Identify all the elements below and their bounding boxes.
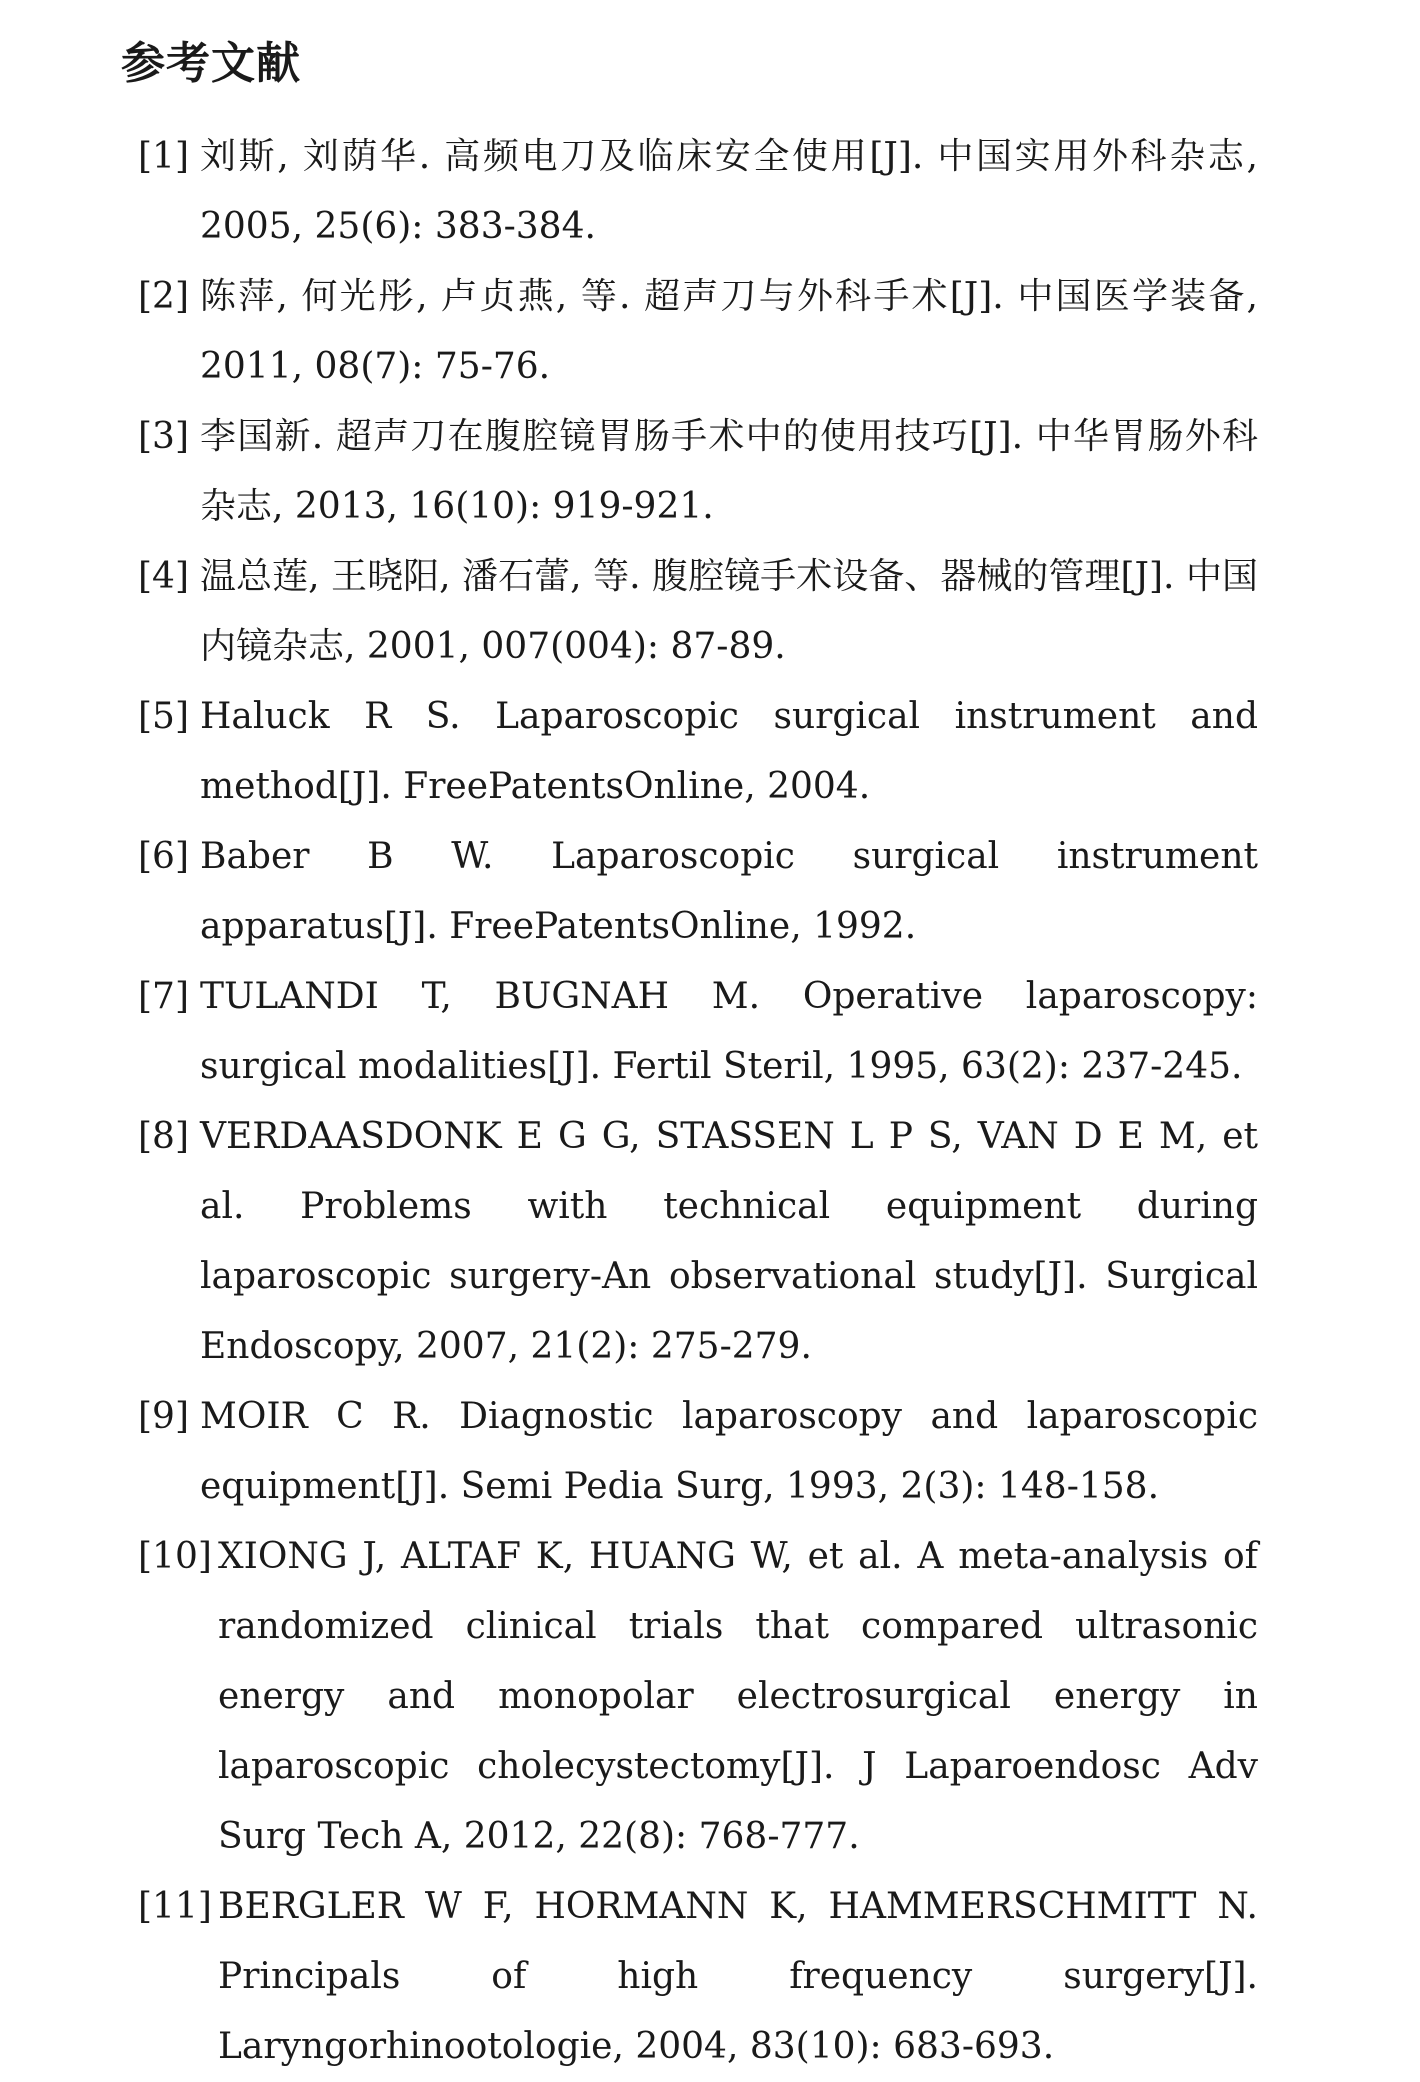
reference-item — [138, 122, 1258, 262]
reference-item — [138, 962, 1258, 1102]
reference-text: 刘斯, 刘荫华. 高频电刀及临床安全使用[J]. 中国实用外科杂志, 2005, 25(6): 383-384. — [200, 136, 1258, 247]
reference-text: 李国新. 超声刀在腹腔镜胃肠手术中的使用技巧[J]. 中华胃肠外科杂志, 2013, 16(10): 919-921. — [200, 416, 1258, 527]
reference-text: BERGLER W F, HORMANN K, HAMMERSCHMITT N. Principals of high frequency surgery[J]. Laryngorhinootologie, 2004, 83(10): 683-693. — [218, 1886, 1258, 2067]
reference-item — [138, 822, 1258, 962]
reference-number: [7] — [138, 976, 189, 1017]
reference-number: [8] — [138, 1116, 189, 1157]
reference-text: VERDAASDONK E G G, STASSEN L P S, VAN D E M, et al. Problems with technical equipment during laparoscopic surgery-An observational study[J]. Surgical Endoscopy, 2007, 21(2): 275-279. — [200, 1116, 1258, 1367]
reference-item — [138, 1102, 1258, 1382]
reference-item — [138, 1522, 1258, 1872]
reference-text: 温总莲, 王晓阳, 潘石蕾, 等. 腹腔镜手术设备、器械的管理[J]. 中国内镜杂志, 2001, 007(004): 87-89. — [200, 556, 1258, 667]
reference-number: [3] — [138, 416, 189, 457]
reference-item — [138, 682, 1258, 822]
reference-item — [138, 402, 1258, 542]
reference-item — [138, 1382, 1258, 1522]
reference-text: MOIR C R. Diagnostic laparoscopy and laparoscopic equipment[J]. Semi Pedia Surg, 1993, 2(3): 148-158. — [200, 1396, 1258, 1507]
reference-text: Haluck R S. Laparoscopic surgical instrument and method[J]. FreePatentsOnline, 2004. — [200, 696, 1258, 807]
reference-text: Baber B W. Laparoscopic surgical instrument apparatus[J]. FreePatentsOnline, 1992. — [200, 836, 1258, 947]
reference-item — [138, 542, 1258, 682]
reference-text: XIONG J, ALTAF K, HUANG W, et al. A meta-analysis of randomized clinical trials that compared ultrasonic energy and monopolar electrosurgical energy in laparoscopic cholecystectomy[J]. J Laparoendosc Adv Surg Tech A, 2012, 22(8): 768-777. — [218, 1536, 1258, 1857]
reference-item — [138, 262, 1258, 402]
reference-number: [2] — [138, 276, 189, 317]
reference-number: [1] — [138, 136, 189, 177]
reference-number: [10] — [138, 1536, 212, 1577]
reference-number: [6] — [138, 836, 189, 877]
reference-number: [11] — [138, 1886, 212, 1927]
reference-item — [138, 1872, 1258, 2082]
reference-number: [4] — [138, 556, 189, 597]
references-heading: 参考文献 — [121, 38, 301, 89]
reference-list — [138, 122, 1258, 2082]
reference-number: [9] — [138, 1396, 189, 1437]
reference-number: [5] — [138, 696, 189, 737]
reference-text: TULANDI T, BUGNAH M. Operative laparoscopy: surgical modalities[J]. Fertil Steril, 1995, 63(2): 237-245. — [200, 976, 1258, 1087]
reference-text: 陈萍, 何光彤, 卢贞燕, 等. 超声刀与外科手术[J]. 中国医学装备, 2011, 08(7): 75-76. — [200, 276, 1258, 387]
